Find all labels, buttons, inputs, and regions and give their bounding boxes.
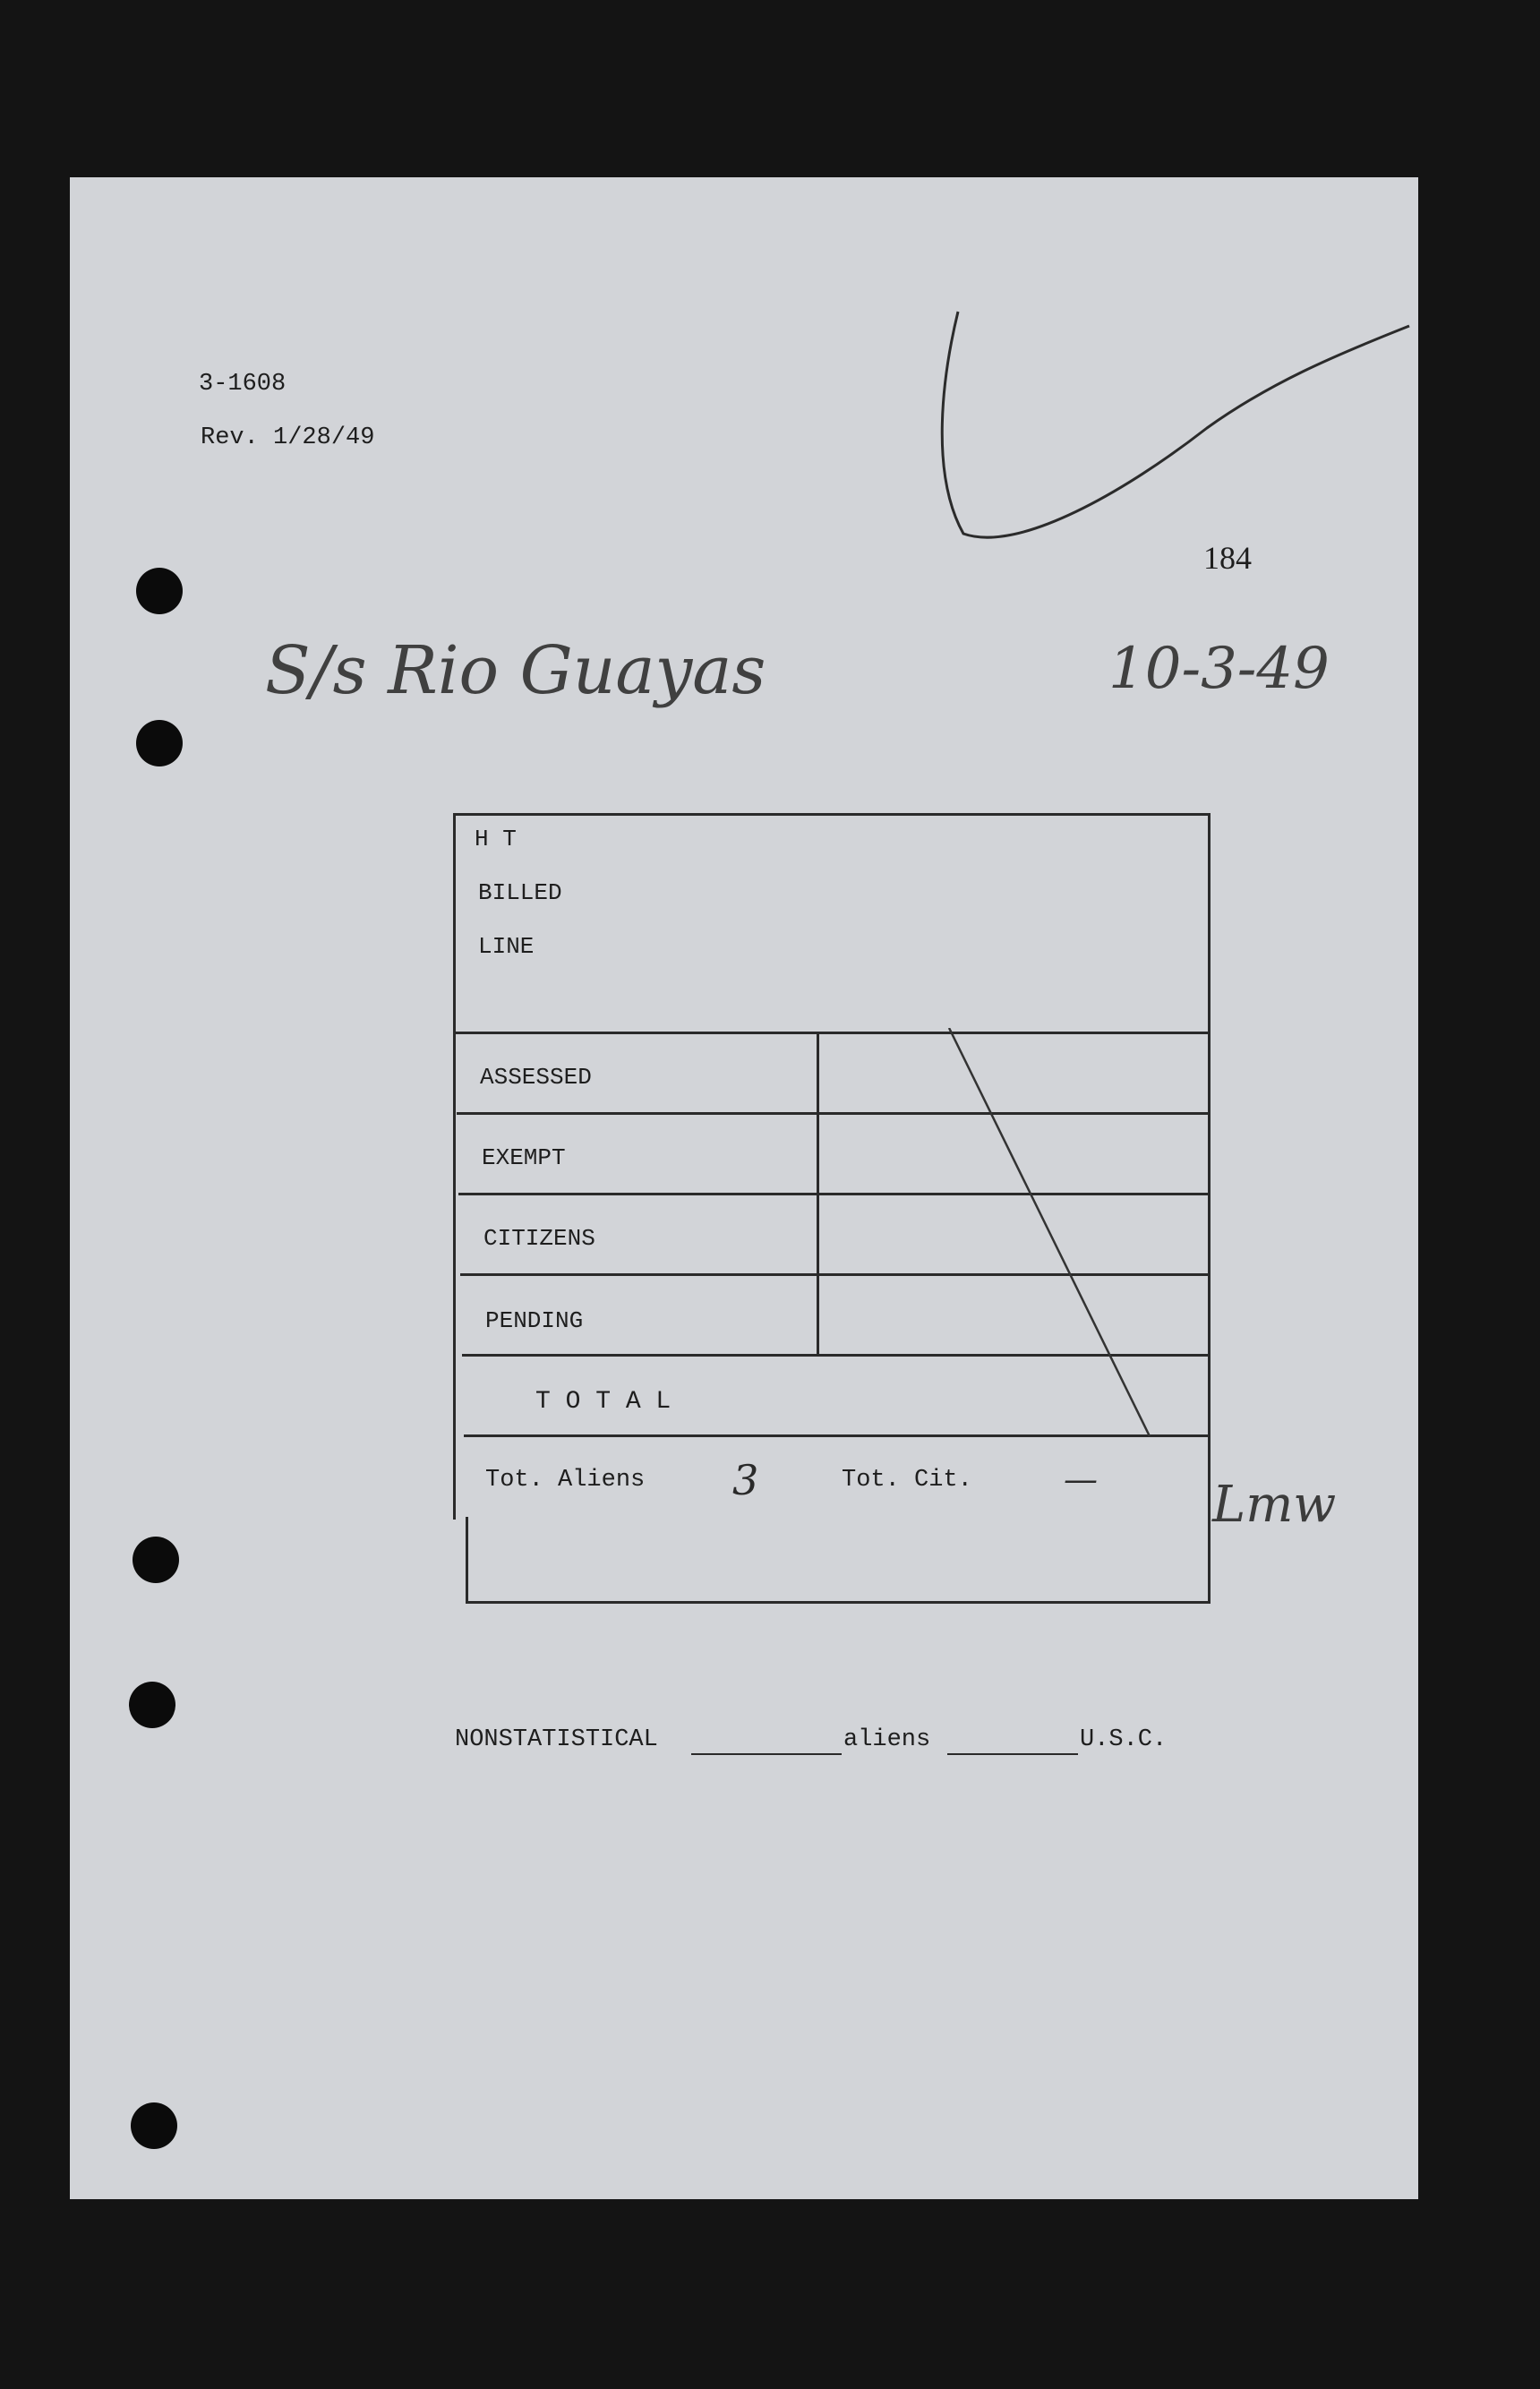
punch-hole xyxy=(136,568,183,614)
row-label-exempt: EXEMPT xyxy=(482,1144,566,1171)
punch-hole xyxy=(136,720,183,766)
tot-aliens-label: Tot. Aliens xyxy=(485,1467,646,1494)
page-number: 184 xyxy=(1203,540,1252,576)
aliens-label: aliens xyxy=(843,1726,931,1753)
form-header-line: LINE xyxy=(478,933,535,960)
form-column-divider xyxy=(817,1033,819,1356)
punch-hole xyxy=(131,2102,177,2149)
document-page xyxy=(70,177,1418,2199)
tally-form-bottom xyxy=(466,1517,1211,1604)
row-label-citizens: CITIZENS xyxy=(483,1225,595,1252)
tot-cit-value: — xyxy=(1064,1460,1098,1499)
form-number: 3-1608 xyxy=(199,371,287,398)
nonstatistical-label: NONSTATISTICAL xyxy=(455,1726,658,1753)
check-mark xyxy=(911,294,1413,553)
form-header-ht: H T xyxy=(475,826,517,852)
strike-line xyxy=(938,1028,1171,1440)
punch-hole xyxy=(129,1682,175,1728)
revision-date: Rev. 1/28/49 xyxy=(201,424,375,451)
tot-cit-label: Tot. Cit. xyxy=(842,1467,972,1494)
row-label-assessed: ASSESSED xyxy=(480,1064,592,1091)
punch-hole xyxy=(133,1537,179,1583)
nonstatistical-blank xyxy=(691,1753,842,1755)
aliens-blank xyxy=(947,1753,1078,1755)
ship-name: S/s Rio Guayas xyxy=(265,632,766,709)
form-header-billed: BILLED xyxy=(478,879,562,906)
usc-label: U.S.C. xyxy=(1080,1726,1168,1753)
total-label: T O T A L xyxy=(535,1388,672,1416)
initials: Lmw xyxy=(1212,1476,1337,1534)
handwritten-date: 10-3-49 xyxy=(1108,636,1330,702)
tot-aliens-value: 3 xyxy=(732,1456,759,1504)
row-label-pending: PENDING xyxy=(485,1307,584,1334)
